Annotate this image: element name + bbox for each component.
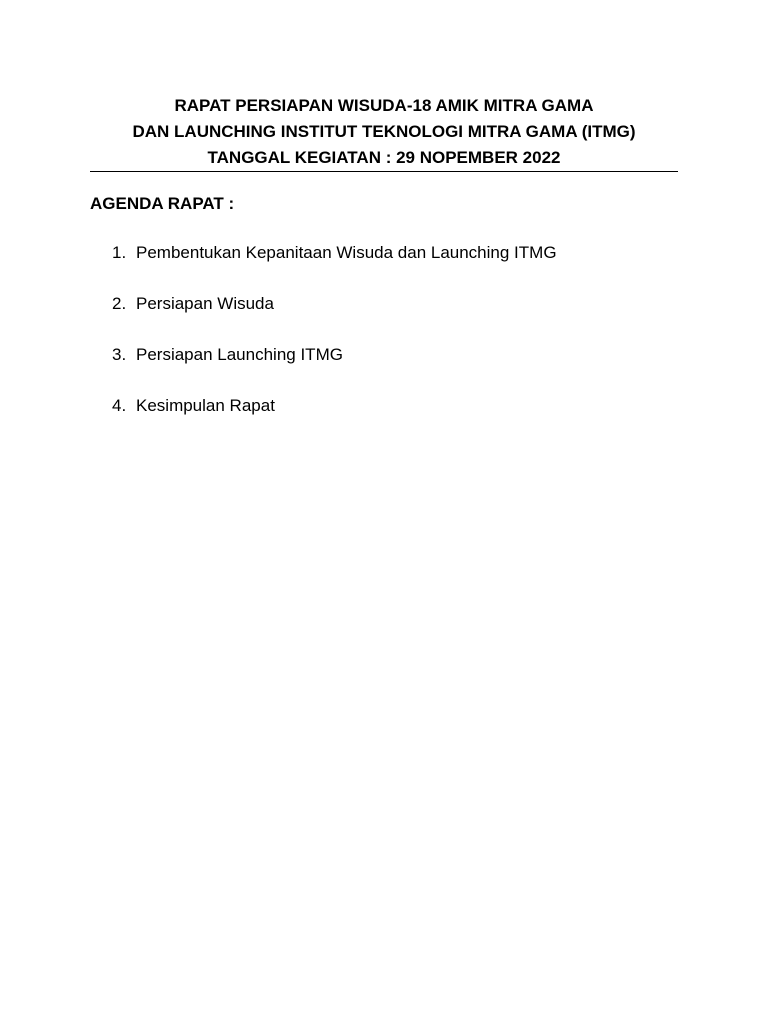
header-title-line-2: DAN LAUNCHING INSTITUT TEKNOLOGI MITRA GAMA (ITMG) <box>132 122 636 141</box>
header-divider <box>90 171 678 172</box>
header-title-line-1: RAPAT PERSIAPAN WISUDA-18 AMIK MITRA GAMA <box>174 96 594 115</box>
agenda-item <box>112 395 557 446</box>
agenda-item-text: Pembentukan Kepanitaan Wisuda dan Launching ITMG <box>136 243 557 262</box>
agenda-item-number: 2. <box>112 294 127 313</box>
agenda-item <box>112 242 557 293</box>
agenda-item-number: 1. <box>112 243 127 262</box>
document-header <box>90 93 678 171</box>
agenda-title: AGENDA RAPAT : <box>90 194 235 213</box>
agenda-item-text: Persiapan Wisuda <box>136 294 274 313</box>
agenda-item-number: 4. <box>112 396 127 415</box>
agenda-item-number: 3. <box>112 345 127 364</box>
agenda-item <box>112 293 557 344</box>
header-date-line: TANGGAL KEGIATAN : 29 NOPEMBER 2022 <box>207 148 561 167</box>
agenda-item-text: Persiapan Launching ITMG <box>136 345 343 364</box>
agenda-item <box>112 344 557 395</box>
agenda-list <box>112 242 557 446</box>
agenda-item-text: Kesimpulan Rapat <box>136 396 275 415</box>
